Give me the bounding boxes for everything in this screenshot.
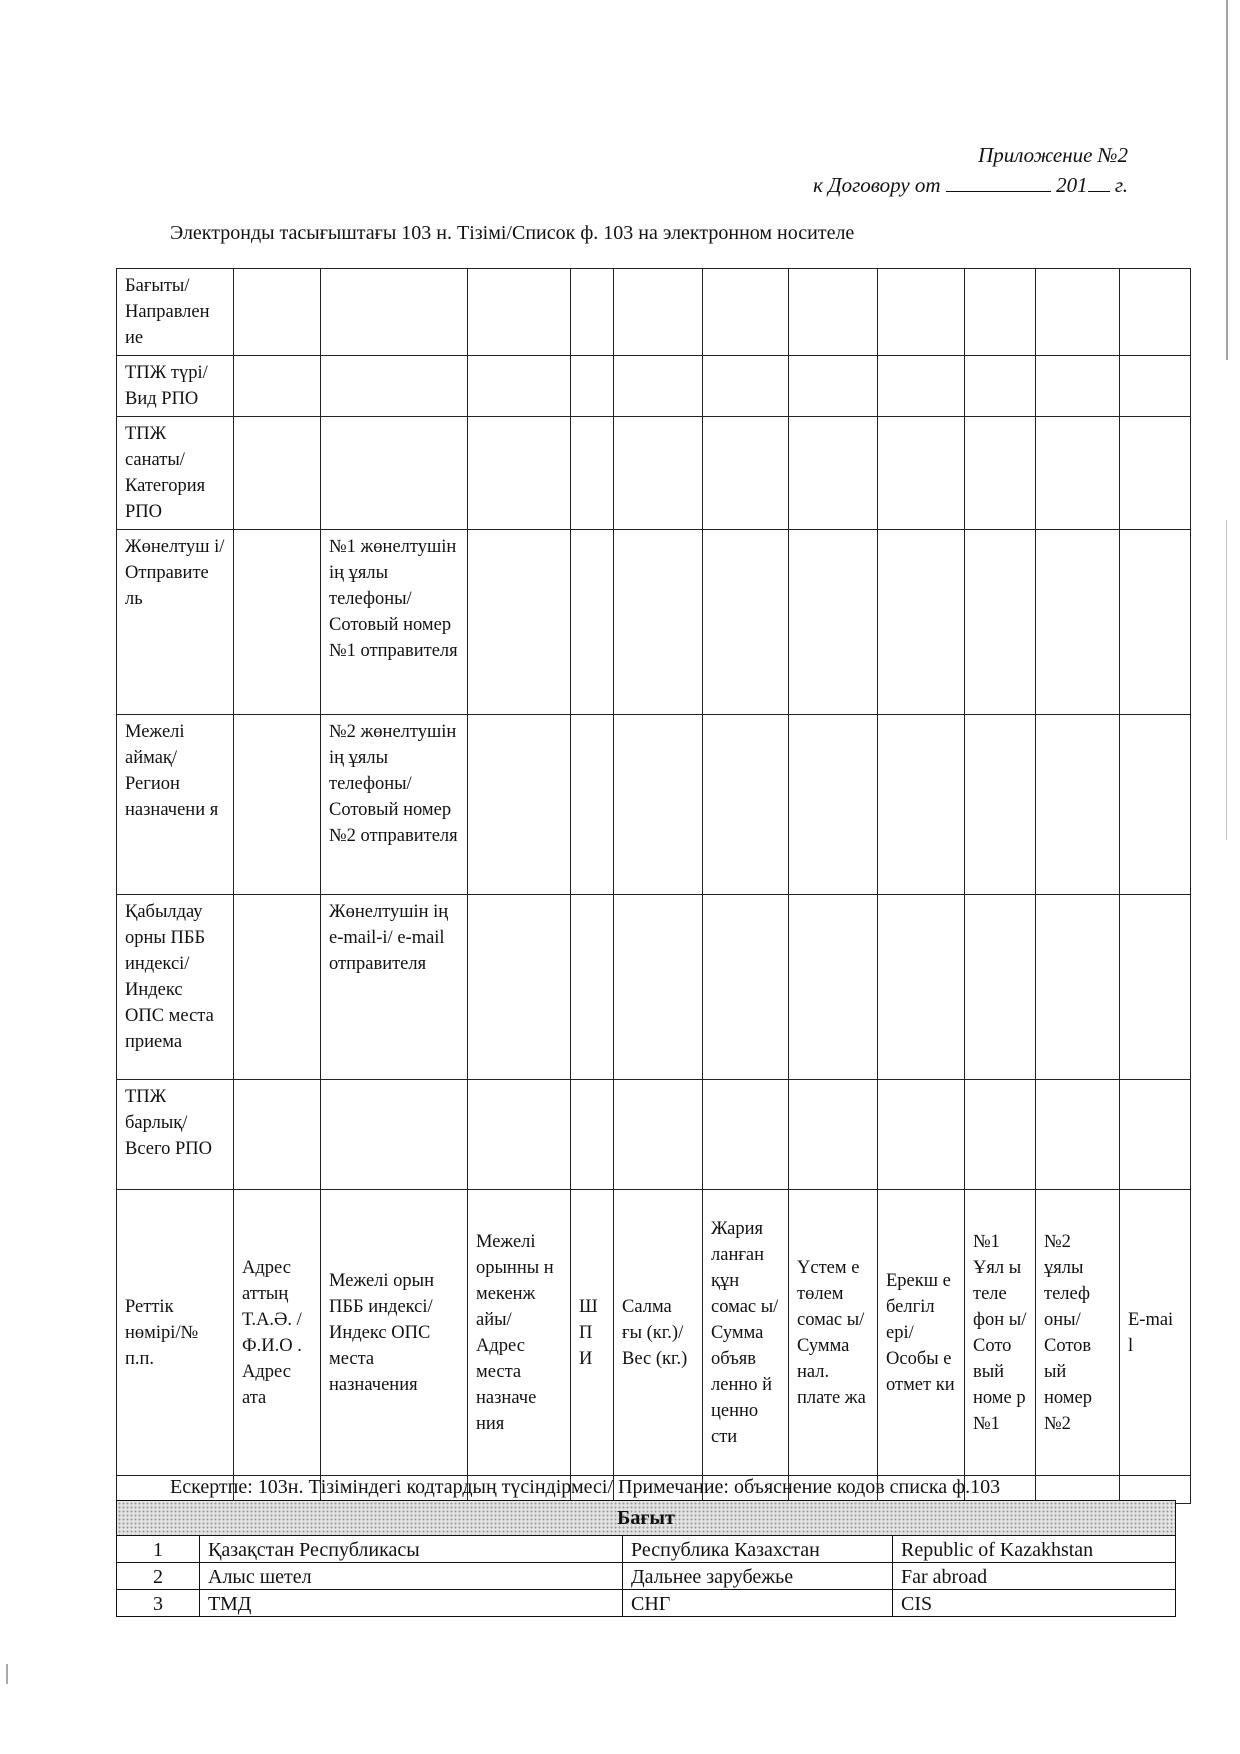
- empty-cell: [614, 417, 703, 530]
- empty-cell: [878, 895, 965, 1080]
- column-header: Ш П И: [571, 1190, 614, 1476]
- empty-cell: [878, 269, 965, 356]
- empty-cell: [789, 417, 878, 530]
- legend-en: CIS: [893, 1590, 1176, 1617]
- empty-cell: [789, 715, 878, 895]
- contract-reference: [813, 170, 1128, 200]
- empty-cell: [468, 356, 571, 417]
- legend-code: 2: [117, 1563, 200, 1590]
- empty-cell: [234, 715, 321, 895]
- empty-cell: [571, 715, 614, 895]
- codes-note: Ескертпе: 103н. Тізіміндегі кодтардың түсіндірмесі/ Примечание: объяснение кодов списка ф.103: [170, 1476, 1001, 1498]
- legend-kz: Қазақстан Республикасы: [200, 1536, 623, 1563]
- contract-date-blank: [946, 173, 1051, 192]
- empty-cell: [703, 356, 789, 417]
- contract-suffix: г.: [1114, 173, 1128, 197]
- empty-cell: [878, 715, 965, 895]
- column-header: №1 Ұял ы теле фон ы/ Сото вый номе р №1: [965, 1190, 1036, 1476]
- appendix-label: Приложение №2: [978, 143, 1128, 167]
- empty-cell: [1120, 356, 1191, 417]
- row-label: Межелі аймақ/ Регион назначени я: [117, 715, 234, 895]
- empty-cell: [878, 530, 965, 715]
- column-header: Межелі орынны н мекенж айы/ Адрес места назначе ния: [468, 1190, 571, 1476]
- empty-cell: [878, 356, 965, 417]
- legend-kz: ТМД: [200, 1590, 623, 1617]
- empty-cell: [1036, 356, 1120, 417]
- empty-cell: [234, 895, 321, 1080]
- empty-cell: [789, 269, 878, 356]
- empty-cell: [1120, 895, 1191, 1080]
- legend-row: [117, 1590, 1176, 1617]
- form-row: [117, 715, 1191, 895]
- column-header: Адрес аттың Т.А.Ә. / Ф.И.О . Адрес ата: [234, 1190, 321, 1476]
- legend-title: Бағыт: [117, 1501, 1176, 1536]
- sender-info-cell: №1 жөнелтушін ің ұялы телефоны/ Сотовый номер №1 отправителя: [321, 530, 468, 715]
- column-header: Межелі орын ПББ индексі/ Индекс ОПС места назначения: [321, 1190, 468, 1476]
- legend-en: Far abroad: [893, 1563, 1176, 1590]
- empty-cell: [234, 530, 321, 715]
- empty-cell: [571, 895, 614, 1080]
- empty-cell: [1036, 1080, 1120, 1190]
- empty-cell: [965, 895, 1036, 1080]
- empty-cell: [614, 895, 703, 1080]
- empty-cell: [468, 1080, 571, 1190]
- empty-cell: [571, 1080, 614, 1190]
- legend-row: [117, 1536, 1176, 1563]
- contract-year: 201: [1056, 173, 1088, 197]
- document-title: Электронды тасығыштағы 103 н. Тізімі/Список ф. 103 на электронном носителе: [170, 222, 855, 244]
- empty-cell: [965, 269, 1036, 356]
- row-label: Жөнелтуш і/ Отправите ль: [117, 530, 234, 715]
- legend-code: 3: [117, 1590, 200, 1617]
- empty-cell: [614, 715, 703, 895]
- legend-row: [117, 1563, 1176, 1590]
- form-row: [117, 356, 1191, 417]
- empty-cell: [571, 356, 614, 417]
- column-header: №2 ұялы телеф оны/ Сотов ый номер №2: [1036, 1190, 1120, 1476]
- legend-ru: СНГ: [623, 1590, 893, 1617]
- empty-cell: [614, 1080, 703, 1190]
- empty-cell: [965, 1080, 1036, 1190]
- empty-cell: [1036, 895, 1120, 1080]
- empty-cell: [878, 417, 965, 530]
- empty-cell: [965, 356, 1036, 417]
- empty-cell: [234, 417, 321, 530]
- empty-cell: [1120, 417, 1191, 530]
- column-header: Салма ғы (кг.)/ Вес (кг.): [614, 1190, 703, 1476]
- scan-edge-mark: [1226, 520, 1227, 840]
- empty-cell: [234, 1080, 321, 1190]
- empty-cell: [703, 895, 789, 1080]
- form-row: [117, 530, 1191, 715]
- column-header: Реттік нөмірі/№ п.п.: [117, 1190, 234, 1476]
- empty-cell: [703, 530, 789, 715]
- empty-cell: [703, 417, 789, 530]
- row-label: ТПЖ санаты/ Категория РПО: [117, 417, 234, 530]
- empty-cell: [234, 269, 321, 356]
- form-row: [117, 417, 1191, 530]
- empty-cell: [1036, 715, 1120, 895]
- empty-cell: [468, 417, 571, 530]
- row-label: Қабылдау орны ПББ индексі/ Индекс ОПС места приема: [117, 895, 234, 1080]
- empty-cell: [1120, 269, 1191, 356]
- legend-header-row: [117, 1501, 1176, 1536]
- row-label: ТПЖ барлық/ Всего РПО: [117, 1080, 234, 1190]
- empty-cell: [703, 1080, 789, 1190]
- empty-cell: [1120, 530, 1191, 715]
- document-header: [813, 140, 1128, 200]
- empty-cell: [468, 895, 571, 1080]
- sender-info-cell: [321, 417, 468, 530]
- empty-cell: [965, 530, 1036, 715]
- empty-cell: [571, 530, 614, 715]
- form-row: [117, 895, 1191, 1080]
- row-label: Бағыты/ Направлен ие: [117, 269, 234, 356]
- column-header: Жария ланған құн сомас ы/ Сумма объяв ленно й ценно сти: [703, 1190, 789, 1476]
- sender-info-cell: [321, 269, 468, 356]
- scan-edge-mark: [6, 1664, 8, 1684]
- empty-cell: [878, 1080, 965, 1190]
- form-103-table: [116, 268, 1191, 1504]
- column-header: Ерекш е белгіл ері/ Особы е отмет ки: [878, 1190, 965, 1476]
- empty-cell: [614, 356, 703, 417]
- sender-info-cell: [321, 356, 468, 417]
- legend-kz: Алыс шетел: [200, 1563, 623, 1590]
- empty-cell: [614, 530, 703, 715]
- column-header-row: [117, 1190, 1191, 1476]
- empty-cell: [789, 895, 878, 1080]
- contract-prefix: к Договору от: [813, 173, 941, 197]
- empty-cell: [965, 715, 1036, 895]
- empty-cell: [965, 417, 1036, 530]
- empty-cell: [1120, 715, 1191, 895]
- form-row: [117, 1080, 1191, 1190]
- empty-cell: [789, 530, 878, 715]
- sender-info-cell: [321, 1080, 468, 1190]
- sender-info-cell: Жөнелтушін ің e-mail-і/ e-mail отправителя: [321, 895, 468, 1080]
- empty-cell: [234, 356, 321, 417]
- legend-ru: Дальнее зарубежье: [623, 1563, 893, 1590]
- column-header: E-mai l: [1120, 1190, 1191, 1476]
- empty-cell: [703, 269, 789, 356]
- column-header: Үстем е төлем сомас ы/ Сумма нал. плате жа: [789, 1190, 878, 1476]
- empty-cell: [468, 715, 571, 895]
- empty-cell: [703, 715, 789, 895]
- empty-cell: [1036, 530, 1120, 715]
- empty-cell: [1120, 1080, 1191, 1190]
- codes-legend-table: [116, 1500, 1176, 1617]
- form-row: [117, 269, 1191, 356]
- contract-year-blank: [1088, 173, 1110, 192]
- empty-cell: [789, 1080, 878, 1190]
- empty-cell: [468, 530, 571, 715]
- empty-cell: [1036, 269, 1120, 356]
- legend-en: Republic of Kazakhstan: [893, 1536, 1176, 1563]
- empty-cell: [789, 356, 878, 417]
- row-label: ТПЖ түрі/ Вид РПО: [117, 356, 234, 417]
- sender-info-cell: №2 жөнелтушін ің ұялы телефоны/ Сотовый номер №2 отправителя: [321, 715, 468, 895]
- empty-cell: [1036, 417, 1120, 530]
- empty-cell: [571, 269, 614, 356]
- legend-ru: Республика Казахстан: [623, 1536, 893, 1563]
- scan-edge-mark: [1226, 0, 1228, 360]
- empty-cell: [468, 269, 571, 356]
- empty-cell: [614, 269, 703, 356]
- empty-cell: [571, 417, 614, 530]
- legend-code: 1: [117, 1536, 200, 1563]
